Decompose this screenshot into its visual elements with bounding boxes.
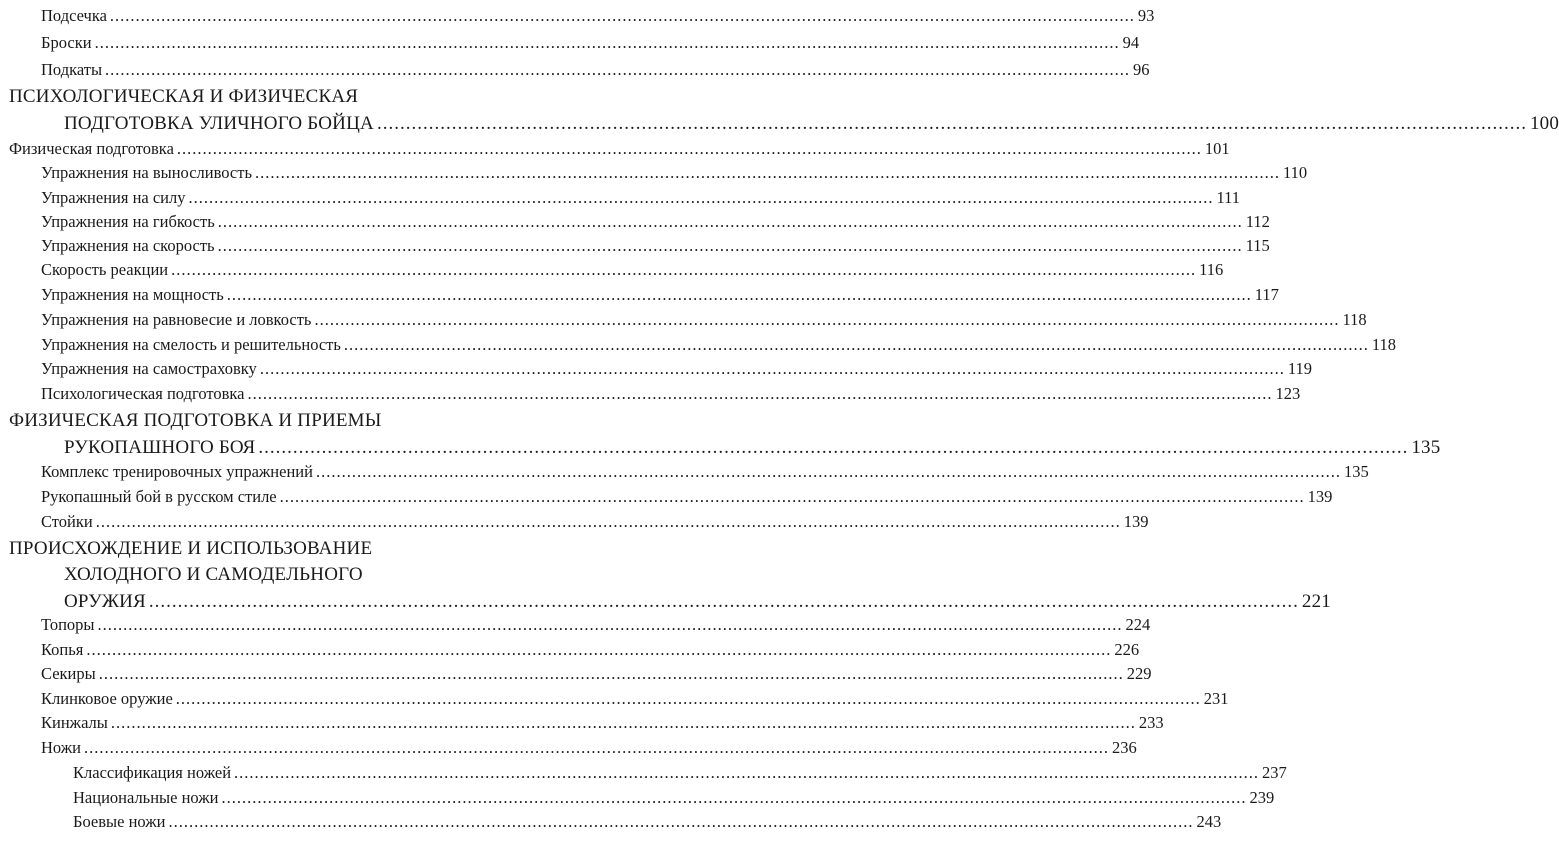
dot-leader: ........................................................................................................................................................................................................ bbox=[188, 188, 1214, 207]
toc-row bbox=[0, 788, 1275, 812]
toc-row bbox=[0, 664, 1152, 688]
dot-leader: ........................................................................................................................................................................................................ bbox=[226, 285, 1252, 304]
toc-entry-title: Комплекс тренировочных упражнений bbox=[41, 462, 313, 481]
toc-entry-title: Секиры bbox=[41, 664, 96, 683]
toc-row bbox=[0, 640, 1140, 664]
toc-entry[interactable] bbox=[41, 33, 1140, 53]
dot-leader: ........................................................................................................................................................................................................ bbox=[97, 615, 1123, 634]
dot-leader: ........................................................................................................................................................................................................ bbox=[105, 60, 1131, 79]
toc-row bbox=[0, 689, 1229, 713]
toc-entry[interactable] bbox=[64, 437, 1441, 459]
toc-entry[interactable] bbox=[73, 788, 1275, 808]
toc-row bbox=[0, 538, 574, 562]
toc-entry-title: ПОДГОТОВКА УЛИЧНОГО БОЙЦА bbox=[64, 113, 374, 134]
toc-page-number: 229 bbox=[1126, 664, 1152, 683]
toc-page-number: 101 bbox=[1204, 139, 1230, 158]
toc-page-number: 233 bbox=[1138, 713, 1164, 732]
toc-row bbox=[0, 163, 1308, 187]
toc-entry[interactable] bbox=[73, 763, 1287, 783]
dot-leader: ........................................................................................................................................................................................................ bbox=[343, 335, 1369, 354]
dot-leader: ........................................................................................................................................................................................................ bbox=[258, 437, 1409, 458]
toc-row bbox=[0, 212, 1270, 236]
toc-entry[interactable] bbox=[64, 591, 1331, 613]
section-heading-line: ФИЗИЧЕСКАЯ ПОДГОТОВКА И ПРИЕМЫ bbox=[9, 410, 382, 431]
toc-entry-title: Психологическая подготовка bbox=[41, 384, 245, 403]
toc-page-number: 118 bbox=[1371, 335, 1397, 354]
toc-entry[interactable] bbox=[41, 664, 1152, 684]
dot-leader: ........................................................................................................................................................................................................ bbox=[98, 664, 1124, 683]
toc-page-number: 231 bbox=[1203, 689, 1229, 708]
toc-row bbox=[0, 713, 1164, 737]
toc-entry[interactable] bbox=[41, 615, 1151, 635]
toc-row bbox=[0, 260, 1224, 284]
toc-entry-title: Топоры bbox=[41, 615, 95, 634]
toc-entry-title: Упражнения на силу bbox=[41, 188, 186, 207]
dot-leader: ........................................................................................................................................................................................................ bbox=[168, 812, 1194, 831]
section-heading-line: ПСИХОЛОГИЧЕСКАЯ И ФИЗИЧЕСКАЯ bbox=[9, 86, 359, 107]
toc-row bbox=[0, 6, 1155, 30]
toc-entry-title: Подкаты bbox=[41, 60, 103, 79]
toc-row bbox=[0, 188, 1241, 212]
toc-entry-title: ОРУЖИЯ bbox=[64, 591, 146, 612]
toc-row bbox=[0, 591, 1331, 615]
dot-leader: ........................................................................................................................................................................................................ bbox=[376, 113, 1527, 134]
toc-row bbox=[0, 310, 1367, 334]
dot-leader: ........................................................................................................................................................................................................ bbox=[221, 788, 1247, 807]
toc-page-number: 110 bbox=[1283, 163, 1308, 182]
toc-entry-title: Упражнения на равновесие и ловкость bbox=[41, 310, 312, 329]
dot-leader: ........................................................................................................................................................................................................ bbox=[259, 359, 1285, 378]
toc-entry[interactable] bbox=[41, 6, 1155, 26]
toc-entry-title: Скорость реакции bbox=[41, 260, 169, 279]
toc-page-number: 139 bbox=[1307, 487, 1333, 506]
toc-page-number: 123 bbox=[1275, 384, 1301, 403]
toc-page-number: 117 bbox=[1254, 285, 1279, 304]
toc-row bbox=[0, 139, 1230, 163]
toc-page-number: 119 bbox=[1287, 359, 1312, 378]
toc-entry[interactable] bbox=[41, 462, 1369, 482]
toc-entry[interactable] bbox=[73, 812, 1222, 832]
toc-entry-title: Упражнения на скорость bbox=[41, 236, 215, 255]
toc-entry-title: Упражнения на гибкость bbox=[41, 212, 215, 231]
dot-leader: ........................................................................................................................................................................................................ bbox=[279, 487, 1305, 506]
toc-page-number: 243 bbox=[1196, 812, 1222, 831]
toc-entry[interactable] bbox=[41, 713, 1164, 733]
section-heading-line: ПРОИСХОЖДЕНИЕ И ИСПОЛЬЗОВАНИЕ bbox=[9, 538, 373, 559]
toc-entry-title: Подсечка bbox=[41, 6, 107, 25]
toc-row bbox=[0, 33, 1140, 57]
toc-page-number: 135 bbox=[1411, 437, 1441, 458]
toc-entry-title: Упражнения на выносливость bbox=[41, 163, 252, 182]
toc-entry-title: Упражнения на смелость и решительность bbox=[41, 335, 341, 354]
dot-leader: ........................................................................................................................................................................................................ bbox=[234, 763, 1260, 782]
toc-page-number: 116 bbox=[1199, 260, 1224, 279]
section-heading-line: ХОЛОДНОГО И САМОДЕЛЬНОГО bbox=[64, 564, 363, 585]
toc-entry[interactable] bbox=[41, 163, 1308, 183]
toc-entry-title: Упражнения на мощность bbox=[41, 285, 224, 304]
dot-leader: ........................................................................................................................................................................................................ bbox=[94, 33, 1120, 52]
toc-entry-title: Клинковое оружие bbox=[41, 689, 173, 708]
toc-entry[interactable] bbox=[41, 487, 1333, 507]
toc-row bbox=[0, 335, 1397, 359]
toc-entry-title: Броски bbox=[41, 33, 92, 52]
dot-leader: ........................................................................................................................................................................................................ bbox=[110, 713, 1136, 732]
toc-row bbox=[0, 86, 574, 110]
toc-entry[interactable] bbox=[41, 260, 1224, 280]
toc-entry[interactable] bbox=[41, 384, 1301, 404]
toc-entry[interactable] bbox=[41, 236, 1270, 256]
toc-page-number: 236 bbox=[1112, 738, 1137, 757]
toc-row bbox=[0, 487, 1333, 511]
toc-page-number: 93 bbox=[1137, 6, 1155, 25]
toc-page-number: 226 bbox=[1114, 640, 1140, 659]
toc-entry[interactable] bbox=[41, 738, 1137, 758]
toc-page-number: 139 bbox=[1123, 512, 1149, 531]
toc-page-number: 111 bbox=[1216, 188, 1241, 207]
toc-entry[interactable] bbox=[41, 212, 1270, 232]
toc-row bbox=[0, 359, 1312, 383]
dot-leader: ........................................................................................................................................................................................................ bbox=[148, 591, 1299, 612]
toc-page-number: 118 bbox=[1342, 310, 1367, 329]
dot-leader: ........................................................................................................................................................................................................ bbox=[247, 384, 1273, 403]
toc-row bbox=[0, 384, 1301, 408]
dot-leader: ........................................................................................................................................................................................................ bbox=[95, 512, 1121, 531]
toc-row bbox=[0, 763, 1287, 787]
toc-entry-title: Ножи bbox=[41, 738, 81, 757]
toc-row bbox=[0, 285, 1279, 309]
dot-leader: ........................................................................................................................................................................................................ bbox=[86, 640, 1112, 659]
dot-leader: ........................................................................................................................................................................................................ bbox=[314, 310, 1340, 329]
toc-entry-title: Национальные ножи bbox=[73, 788, 219, 807]
toc-row bbox=[0, 462, 1369, 486]
toc-entry-title: Боевые ножи bbox=[73, 812, 166, 831]
toc-row bbox=[0, 236, 1270, 260]
toc-entry-title: Упражнения на самостраховку bbox=[41, 359, 257, 378]
toc-entry-title: Стойки bbox=[41, 512, 93, 531]
toc-entry-title: Физическая подготовка bbox=[9, 139, 174, 158]
toc-row bbox=[0, 410, 574, 434]
toc-row bbox=[0, 812, 1222, 836]
dot-leader: ........................................................................................................................................................................................................ bbox=[109, 6, 1135, 25]
toc-entry[interactable] bbox=[41, 640, 1140, 660]
dot-leader: ........................................................................................................................................................................................................ bbox=[217, 236, 1243, 255]
toc-page-number: 239 bbox=[1249, 788, 1275, 807]
toc-entry[interactable] bbox=[64, 113, 1559, 135]
toc-entry[interactable] bbox=[41, 335, 1397, 355]
dot-leader: ........................................................................................................................................................................................................ bbox=[175, 689, 1201, 708]
dot-leader: ........................................................................................................................................................................................................ bbox=[255, 163, 1280, 182]
toc-entry[interactable] bbox=[9, 139, 1230, 159]
toc-entry-title: Рукопашный бой в русском стиле bbox=[41, 487, 277, 506]
toc-page-number: 115 bbox=[1245, 236, 1270, 255]
toc-row bbox=[0, 60, 1150, 84]
dot-leader: ........................................................................................................................................................................................................ bbox=[315, 462, 1341, 481]
dot-leader: ........................................................................................................................................................................................................ bbox=[176, 139, 1202, 158]
toc-entry[interactable] bbox=[41, 285, 1279, 305]
toc-page-number: 112 bbox=[1245, 212, 1270, 231]
toc-entry-title: Копья bbox=[41, 640, 84, 659]
toc-page-number: 221 bbox=[1301, 591, 1331, 612]
toc-row bbox=[0, 113, 1559, 137]
toc-entry-title: РУКОПАШНОГО БОЯ bbox=[64, 437, 256, 458]
toc-row bbox=[0, 738, 1137, 762]
toc-row bbox=[0, 564, 574, 588]
toc-row bbox=[0, 615, 1151, 639]
toc-page-number: 100 bbox=[1529, 113, 1559, 134]
toc-entry-title: Кинжалы bbox=[41, 713, 108, 732]
toc-entry[interactable] bbox=[41, 60, 1150, 80]
toc-page-number: 96 bbox=[1133, 60, 1150, 79]
toc-page-number: 237 bbox=[1262, 763, 1287, 782]
dot-leader: ........................................................................................................................................................................................................ bbox=[84, 738, 1109, 757]
toc-entry[interactable] bbox=[41, 188, 1241, 208]
toc-page-number: 224 bbox=[1125, 615, 1151, 634]
toc-row bbox=[0, 512, 1149, 536]
toc-page-number: 94 bbox=[1122, 33, 1140, 52]
toc-page-number: 135 bbox=[1343, 462, 1369, 481]
dot-leader: ........................................................................................................................................................................................................ bbox=[171, 260, 1197, 279]
toc-row bbox=[0, 437, 1441, 461]
toc-entry[interactable] bbox=[41, 689, 1229, 709]
dot-leader: ........................................................................................................................................................................................................ bbox=[217, 212, 1243, 231]
toc-entry[interactable] bbox=[41, 512, 1149, 532]
toc-entry[interactable] bbox=[41, 359, 1312, 379]
toc-entry[interactable] bbox=[41, 310, 1367, 330]
toc-entry-title: Классификация ножей bbox=[73, 763, 232, 782]
